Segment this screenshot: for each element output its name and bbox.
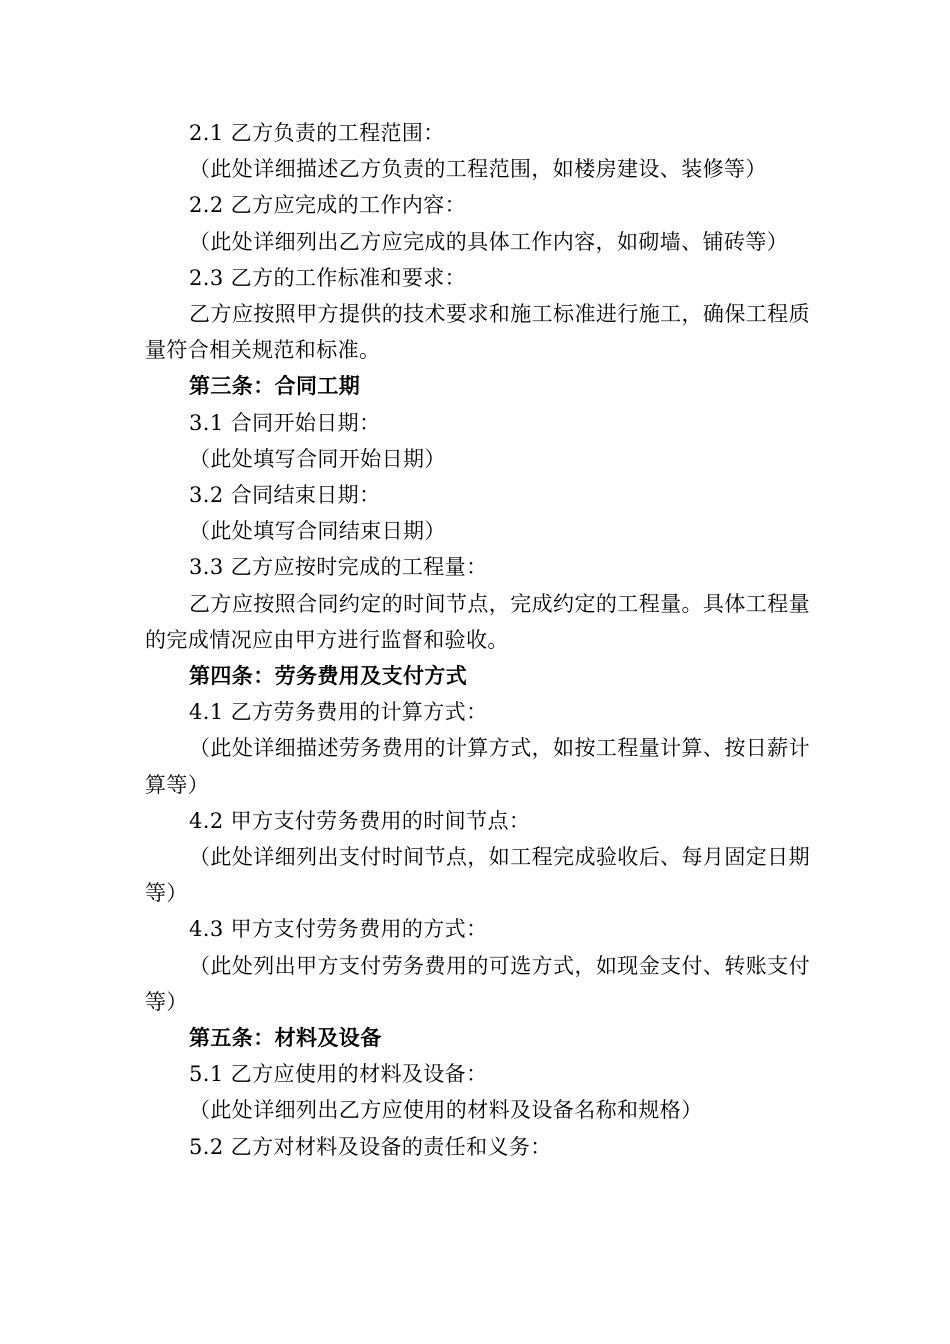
clause-2-3-body: 乙方应按照甲方提供的技术要求和施工标准进行施工，确保工程质量符合相关规范和标准。 [145, 302, 810, 363]
clause-4-1-body: （此处详细描述劳务费用的计算方式，如按工程量计算、按日薪计算等） [145, 736, 810, 797]
clause-5-1-body: （此处详细列出乙方应使用的材料及设备名称和规格） [189, 1098, 703, 1123]
clause-2-1-body: （此处详细描述乙方负责的工程范围，如楼房建设、装修等） [189, 157, 767, 182]
clause-2-3-title: 2.3 乙方的工作标准和要求： [189, 265, 467, 290]
clause-3-2-title: 3.2 合同结束日期： [189, 483, 381, 508]
clause-2-2-body: （此处详细列出乙方应完成的具体工作内容，如砌墙、铺砖等） [189, 229, 789, 254]
clause-5-2-title: 5.2 乙方对材料及设备的责任和义务： [189, 1134, 552, 1159]
clause-2-2-title: 2.2 乙方应完成的工作内容： [189, 193, 467, 218]
clause-3-1-title: 3.1 合同开始日期： [189, 410, 381, 435]
clause-3-1-body: （此处填写合同开始日期） [189, 446, 446, 471]
clause-3-3-title: 3.3 乙方应按时完成的工程量： [189, 555, 488, 580]
article-3-heading: 第三条：合同工期 [189, 373, 361, 399]
clause-5-1-title: 5.1 乙方应使用的材料及设备： [189, 1062, 488, 1087]
clause-4-2-title: 4.2 甲方支付劳务费用的时间节点： [189, 808, 531, 833]
clause-2-1-title: 2.1 乙方负责的工程范围： [189, 121, 445, 145]
clause-3-2-body: （此处填写合同结束日期） [189, 519, 446, 544]
article-4-heading: 第四条：劳务费用及支付方式 [189, 663, 468, 689]
clause-4-3-body: （此处列出甲方支付劳务费用的可选方式，如现金支付、转账支付等） [145, 953, 810, 1014]
clause-4-1-title: 4.1 乙方劳务费用的计算方式： [189, 700, 488, 725]
document-body [145, 115, 810, 1165]
article-5-heading: 第五条：材料及设备 [189, 1025, 382, 1051]
clause-4-2-body: （此处详细列出支付时间节点，如工程完成验收后、每月固定日期等） [145, 845, 810, 906]
clause-4-3-title: 4.3 甲方支付劳务费用的方式： [189, 917, 488, 942]
clause-3-3-body: 乙方应按照合同约定的时间节点，完成约定的工程量。具体工程量的完成情况应由甲方进行监督和验收。 [145, 591, 810, 652]
